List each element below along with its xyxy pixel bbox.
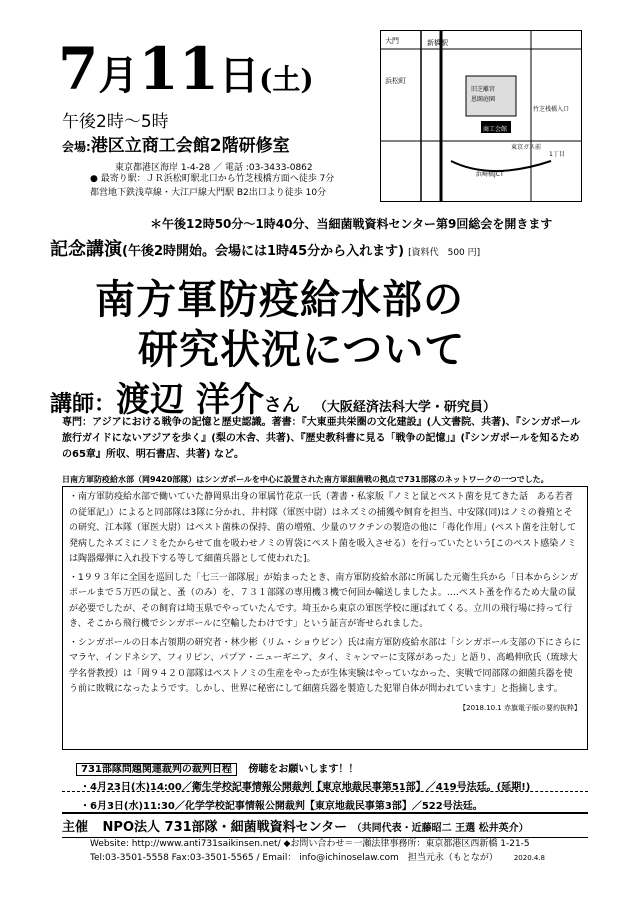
contact-line1: Website: http://www.anti731saikinsen.net/ ◆お問い合わせ＝一瀬法律事務所：東京都港区西新橋 1-21-5 [90, 839, 530, 849]
date-day: 11 [138, 35, 220, 103]
speaker-label: 講師： [50, 392, 117, 417]
lecture-label: 記念講演 [50, 239, 122, 260]
speaker-honorific: さん [263, 395, 300, 416]
sponsor-org: NPO法人 731部隊・細菌戦資料センター [102, 820, 348, 835]
event-venue [62, 131, 290, 156]
divider [62, 791, 588, 792]
lecture-title-line2: 研究状況について [138, 327, 466, 373]
lecture-title-line1: 南方軍防疫給水部の [95, 277, 464, 323]
map-label: 竹芝桟橋入口 [533, 106, 570, 113]
access-info [90, 172, 334, 200]
sponsor [62, 812, 588, 838]
access-line: 都営地下鉄浅草線・大江戸線大門駅 B2出口より徒歩 10分 [90, 188, 327, 198]
date-month: 7 [58, 35, 99, 103]
trial-schedule-heading [76, 760, 358, 775]
map-label: 商工会館 [483, 126, 508, 133]
map-label: 浜松町 [385, 77, 406, 85]
speaker-bio: 専門：アジアにおける戦争の記憶と歴史認識。著書：『大東亜共栄圏の文化建設』(人文書院、共著)、『シンガポール旅行ガイドにないアジアを歩く』(梨の木舎、共著)、『歴史教科書に見る「戦争の記憶」』(『シンガポールを知るための65章』所収、明石書店、共著) など。 [62, 417, 581, 460]
trial-call: 傍聴をお願いします！！ [248, 764, 359, 775]
speaker-info [50, 372, 496, 421]
article-citation: 【2018.10.1 赤旗電子版の要約抜粋】 [459, 703, 581, 712]
contact-details: Tel:03-3501-5558 Fax:03-3501-5565 / Email： info@ichinoselaw.com 担当元永（もとなが） [90, 853, 498, 863]
sponsor-label: 主催 [62, 820, 89, 835]
article-paragraph: ・南方軍防疫給水部で働いていた静岡県出身の軍属竹花京一氏（著書・私家版『ノミと鼠とペスト菌を見てきた話 ある若者の従軍記』）によると同部隊は3隊に分かれ、井村隊（軍医中尉）はネズミの捕獲や飼育を担当、中安隊(同)はノミの養殖とその研究、江本隊（軍医大尉）はペスト菌株の保持、菌の増殖、少量のワクチンの製造の他に「毒化作用」(ペスト菌を注射して発病したネズミにノミをたからせて血を吸わせノミの胃袋にペスト菌を吸入させる）を行っていたという[このペスト感染ノミは陶器爆弾に入れ投下する等して細菌兵器として使われた]。 [69, 492, 577, 564]
speaker-name: 渡辺 洋介 [116, 380, 264, 420]
general-meeting-notice: ＊午後12時50分～1時40分、当細菌戦資料センター第9回総会を開きます [150, 217, 553, 231]
event-time: 午後2時～5時 [62, 112, 169, 132]
sponsor-reps: （共同代表・近藤昭二 王選 松井英介） [351, 823, 529, 834]
venue-name: 港区立商工会館2階研修室 [90, 136, 290, 156]
map-label: 1丁目 [549, 151, 565, 158]
access-line: ● 最寄り駅：ＪＲ浜松町駅北口から竹芝桟橋方面へ徒歩 7分 [90, 174, 335, 184]
date-day-unit: 日 [219, 52, 260, 99]
issue-date: 2020.4.8 [513, 854, 545, 862]
article-paragraph: ・1９９３年に全国を巡回した「七三一部隊展」が始まったとき、南方軍防疫給水部に所属した元衛生兵から「日本からシンガポールまで５万匹の鼠と、蚤（のみ）を、７３１部隊の専用機３機で何回か輸送しましたよ。‥‥ペスト蚤を作るため大量の鼠が必要でしたが、その飼育は埼玉県でやっていたんです。埼玉から東京の軍医学校に運ばれてくる。立川の飛行場に持って行き、そこから飛行機でシンガポールに空輸したわけです」という証言が寄せられました。 [69, 572, 579, 629]
trial-item: ・4月23日(木)14:00／衛生学校記事情報公開裁判【東京地裁民事第51部】／419号法廷。(延期!) [80, 782, 531, 793]
trial-item: ・6月3日(水)11:30／化学学校記事情報公開裁判【東京地裁民事第3部】／522号法廷。 [80, 801, 483, 812]
trial-schedule-title: 731部隊問題関連裁判の裁判日程 [76, 763, 237, 776]
venue-label: 会場: [62, 140, 91, 154]
map-label: 浜崎橋JCT [476, 171, 504, 178]
contact-line2 [90, 850, 545, 863]
event-date [58, 35, 314, 103]
lecture-info [50, 235, 480, 261]
venue-address: 東京都港区海岸 1-4-28 ／ 電話 :03-3433-0862 [115, 163, 313, 173]
summary-line: 日南方軍防疫給水部（岡9420部隊）はシンガポールを中心に設置された南方軍細菌戦の拠点で731部隊のネットワークの一つでした。 [62, 475, 549, 484]
date-month-unit: 月 [98, 52, 139, 99]
article-paragraph: ・シンガポールの日本占領期の研究者・林少彬（リム・ショウビン）氏は南方軍防疫給水部は「シンガポール支部の下にさらにマラヤ、インドネシア、フィリピン、パプア・ニューギニア、タイ、ミャンマーに支隊があった」と語り、高嶋伸欣氏（琉球大学名誉教授）は「岡９４２０部隊はペストノミの生産をやったが生体実験はやっていなかった、実戦で同部隊の細菌兵器を使う前に敗戦になったようです。しかし、世界に秘密にして細菌兵器を製造した犯罪自体が問われています」と指摘します。 [69, 637, 582, 694]
lecture-schedule: (午後2時開始。会場には1時45分から入れます) [122, 244, 405, 259]
map-label: 大門 [385, 37, 399, 45]
speaker-affiliation: （大阪経済法科大学・研究員） [313, 400, 496, 415]
map-label: 新橋駅 [427, 39, 448, 47]
venue-map [380, 30, 582, 202]
date-weekday: (土) [259, 63, 314, 96]
map-label: 恩賜庭園 [471, 96, 496, 103]
article-box [62, 486, 588, 750]
map-label: 東京ガス前 [511, 144, 542, 151]
map-label: 旧芝離宮 [471, 86, 496, 93]
lecture-fee: [資料代 500 円] [408, 248, 481, 258]
